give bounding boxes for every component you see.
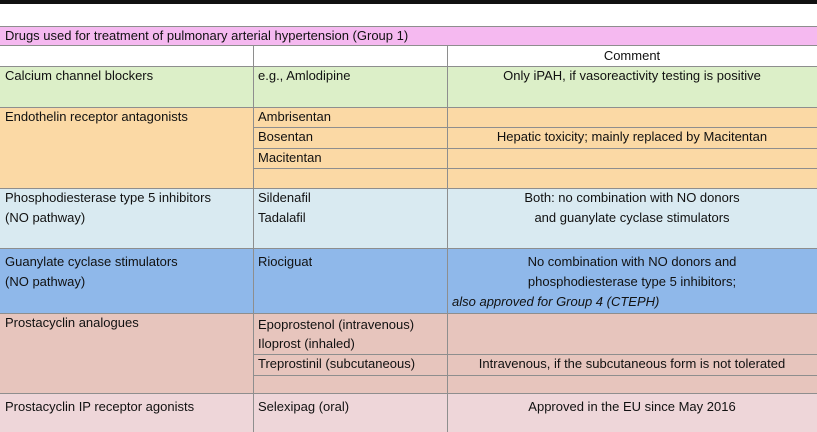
era-drug-1: Ambrisentan — [258, 109, 331, 124]
table-title-row — [0, 26, 817, 46]
row-divider — [253, 148, 817, 149]
row-divider — [0, 248, 817, 249]
top-border — [0, 0, 817, 4]
prost-drug-2: Iloprost (inhaled) — [258, 336, 355, 351]
table-title: Drugs used for treatment of pulmonary arterial hypertension (Group 1) — [5, 28, 409, 43]
ipr-comment: Approved in the EU since May 2016 — [528, 399, 736, 414]
pde5-drug-1: Sildenafil — [258, 190, 311, 205]
ccb-class: Calcium channel blockers — [5, 68, 154, 83]
prost-comment: Intravenous, if the subcutaneous form is not tolerated — [478, 356, 786, 371]
ccb-drug: e.g., Amlodipine — [258, 68, 351, 83]
pde5-comment-line1: Both: no combination with NO donors — [524, 190, 740, 205]
ipr-drug: Selexipag (oral) — [258, 399, 350, 414]
gcs-comment-line1: No combination with NO donors and — [527, 254, 737, 269]
prost-drug-3: Treprostinil (subcutaneous) — [258, 356, 416, 371]
era-drug-3: Macitentan — [258, 150, 322, 165]
pde5-class-line2: (NO pathway) — [5, 210, 86, 225]
comment-header: Comment — [603, 48, 661, 63]
row-divider — [253, 375, 817, 376]
pde5-class-line1: Phosphodiesterase type 5 inhibitors — [5, 190, 211, 205]
gcs-drug: Riociguat — [258, 254, 313, 269]
prost-class: Prostacyclin analogues — [5, 315, 139, 330]
gcs-class-line2: (NO pathway) — [5, 274, 86, 289]
ccb-comment: Only iPAH, if vasoreactivity testing is positive — [503, 68, 761, 83]
gcs-comment-line2: phosphodiesterase type 5 inhibitors; — [527, 274, 737, 289]
gcs-class-line1: Guanylate cyclase stimulators — [5, 254, 178, 269]
row-divider — [0, 393, 817, 394]
gcs-comment-italic: also approved for Group 4 (CTEPH) — [452, 294, 660, 309]
pde5-comment-line2: and guanylate cyclase stimulators — [534, 210, 730, 225]
era-comment: Hepatic toxicity; mainly replaced by Macitentan — [496, 129, 768, 144]
ipr-class: Prostacyclin IP receptor agonists — [5, 399, 195, 414]
era-class: Endothelin receptor antagonists — [5, 109, 188, 124]
prost-drug-1: Epoprostenol (intravenous) — [258, 317, 415, 332]
era-drug-2: Bosentan — [258, 129, 313, 144]
pde5-drug-2: Tadalafil — [258, 210, 306, 225]
gcs-comment-line3 — [447, 292, 659, 312]
row-divider — [253, 168, 817, 169]
